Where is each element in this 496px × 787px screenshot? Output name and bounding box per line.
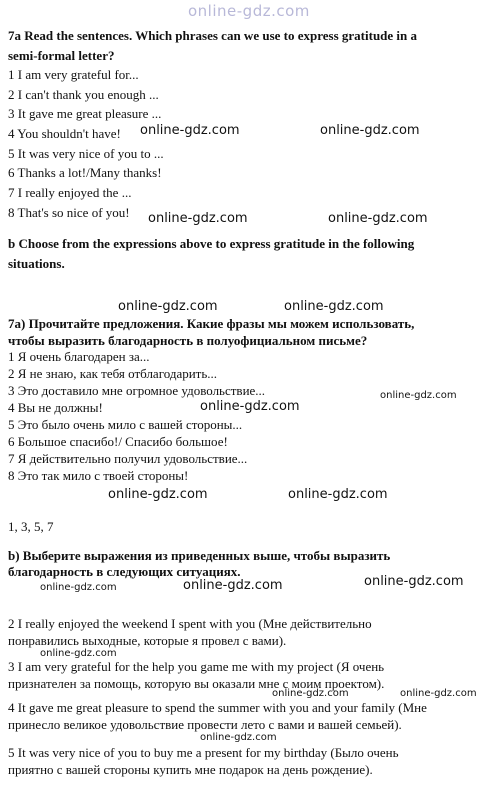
watermark: online-gdz.com xyxy=(40,648,117,659)
exercise-b-title-line2: situations. xyxy=(8,256,65,271)
phrase-item-ru: 5 Это было очень мило с вашей стороны... xyxy=(8,417,243,432)
top-watermark: online-gdz.com xyxy=(188,2,310,20)
watermark: online-gdz.com xyxy=(364,574,464,589)
phrase-item-ru: 2 Я не знаю, как тебя отблагодарить... xyxy=(8,366,218,381)
exercise-b-title-line1: b Choose from the expressions above to express gratitude in the following xyxy=(8,236,415,251)
answer-b-line1: 3 I am very grateful for the help you game me with my project (Я очень xyxy=(8,659,385,674)
watermark: online-gdz.com xyxy=(140,123,240,138)
watermark: online-gdz.com xyxy=(40,582,117,593)
watermark: online-gdz.com xyxy=(108,487,208,502)
answer-b-line1: 5 It was very nice of you to buy me a present for my birthday (Было очень xyxy=(8,745,399,760)
phrase-item: 2 I can't thank you enough ... xyxy=(8,87,159,102)
phrase-item: 5 It was very nice of you to ... xyxy=(8,146,164,161)
exercise-b-ru-title-line2: благодарность в следующих ситуациях. xyxy=(8,564,241,579)
watermark: online-gdz.com xyxy=(328,211,428,226)
phrase-item-ru: 8 Это так мило с твоей стороны! xyxy=(8,468,189,483)
phrase-item-ru: 1 Я очень благодарен за... xyxy=(8,349,150,364)
watermark: online-gdz.com xyxy=(200,732,277,743)
exercise-7a-title-line2: semi-formal letter? xyxy=(8,48,115,63)
phrase-item-ru: 3 Это доставило мне огромное удовольствие... xyxy=(8,383,266,398)
answer-b-line2: приятно с вашей стороны купить мне подарок на день рождение). xyxy=(8,762,373,777)
phrase-item-ru: 4 Вы не должны! xyxy=(8,400,103,415)
watermark: online-gdz.com xyxy=(284,299,384,314)
phrase-item: 6 Thanks a lot!/Many thanks! xyxy=(8,165,162,180)
phrase-item: 8 That's so nice of you! xyxy=(8,205,130,220)
watermark: online-gdz.com xyxy=(118,299,218,314)
exercise-7a-title-line1: 7a Read the sentences. Which phrases can we use to express gratitude in a xyxy=(8,28,418,43)
watermark: online-gdz.com xyxy=(320,123,420,138)
watermark: online-gdz.com xyxy=(288,487,388,502)
answer-b-line2: признателен за помощь, которую вы оказали мне с моим проектом). xyxy=(8,676,385,691)
exercise-7a-ru-title-line2: чтобы выразить благодарность в полуофициальном письме? xyxy=(8,333,368,348)
watermark: online-gdz.com xyxy=(200,399,300,414)
exercise-b-ru-title-line1: b) Выберите выражения из приведенных выше, чтобы выразить xyxy=(8,548,391,563)
answer-b-line1: 2 I really enjoyed the weekend I spent with you (Мне действительно xyxy=(8,616,372,631)
phrase-item: 3 It gave me great pleasure ... xyxy=(8,106,162,121)
watermark: online-gdz.com xyxy=(380,390,457,401)
exercise-7a-ru-title-line1: 7а) Прочитайте предложения. Какие фразы мы можем использовать, xyxy=(8,316,415,331)
watermark: online-gdz.com xyxy=(183,578,283,593)
watermark: online-gdz.com xyxy=(148,211,248,226)
answer-b-line2: понравились выходные, которые я провел с вами). xyxy=(8,633,287,648)
phrase-item: 7 I really enjoyed the ... xyxy=(8,185,132,200)
answer-b-line1: 4 It gave me great pleasure to spend the summer with you and your family (Мне xyxy=(8,700,427,715)
phrase-item-ru: 7 Я действительно получил удовольствие... xyxy=(8,451,248,466)
phrase-item-ru: 6 Большое спасибо!/ Спасибо большое! xyxy=(8,434,228,449)
phrase-item: 4 You shouldn't have! xyxy=(8,126,121,141)
watermark: online-gdz.com xyxy=(272,688,349,699)
answer-a: 1, 3, 5, 7 xyxy=(8,519,54,534)
phrase-item: 1 I am very grateful for... xyxy=(8,67,139,82)
watermark: online-gdz.com xyxy=(400,688,477,699)
answer-b-line2: принесло великое удовольствие провести лето с вами и вашей семьей). xyxy=(8,717,402,732)
